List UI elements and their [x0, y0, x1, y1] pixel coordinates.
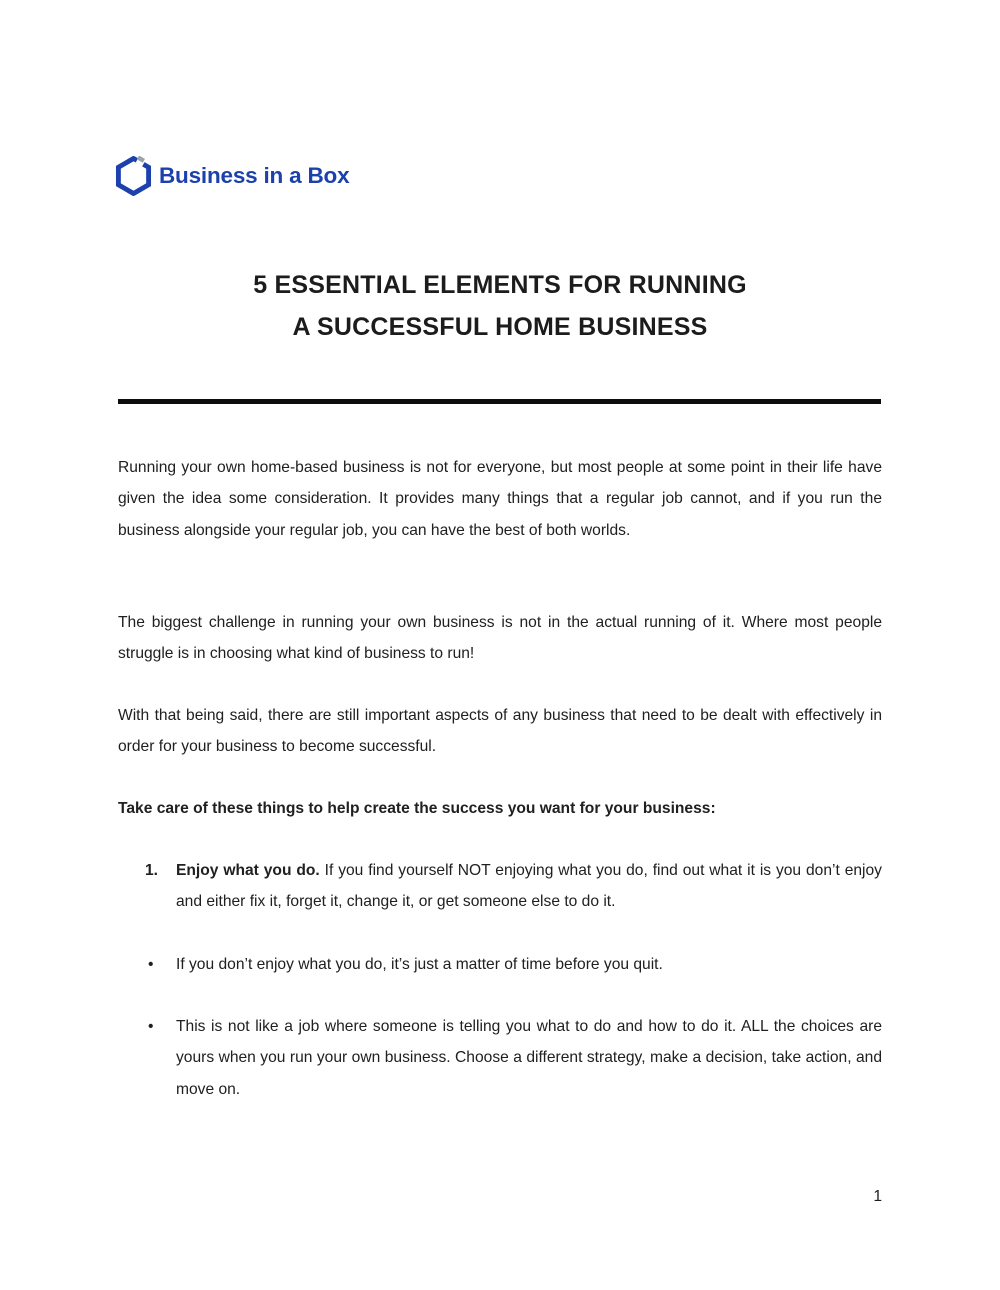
lead-in-heading: Take care of these things to help create the success you want for your business:: [118, 800, 716, 817]
numbered-item-marker: 1.: [145, 862, 159, 879]
hexagon-outline: [118, 158, 148, 193]
bullet-item-text: If you don’t enjoy what you do, it’s just a matter of time before you quit.: [176, 956, 663, 973]
document-title-line-2: A SUCCESSFUL HOME BUSINESS: [292, 313, 708, 341]
bullet-item-1: [145, 949, 882, 980]
bullet-marker: •: [148, 956, 154, 973]
numbered-item-lead: Enjoy what you do.: [176, 862, 320, 879]
paragraph-aspects: With that being said, there are still important aspects of any business that need to be dealt with effectively in order for your business to become successful.: [118, 707, 882, 756]
bullet-item-text: This is not like a job where someone is telling you what to do and how to do it. ALL the choices are yours when you run your own business. Choose a different strategy, make a decision, take action, and move on.: [176, 1018, 882, 1098]
logo-wordmark: Business in a Box: [159, 162, 350, 188]
title-divider-rule: [118, 399, 881, 404]
document-title: [118, 264, 882, 348]
hexagon-logo-icon: [115, 156, 152, 196]
page-number: 1: [873, 1188, 882, 1205]
numbered-item-text: [176, 855, 882, 918]
document-title-line-1: 5 ESSENTIAL ELEMENTS FOR RUNNING: [253, 271, 747, 299]
numbered-item-body: If you find yourself NOT enjoying what you do, find out what it is you don’t enjoy and either fix it, forget it, change it, or get someone else to do it.: [176, 862, 882, 911]
hexagon-gap-slash: [138, 157, 144, 160]
paragraph-intro: Running your own home-based business is not for everyone, but most people at some point in their life have given the idea some consideration. It provides many things that a regular job cannot, and if you run the business alongside your regular job, you can have the best of both worlds.: [118, 459, 882, 539]
paragraph-challenge: The biggest challenge in running your own business is not in the actual running of it. Where most people struggle is in choosing what kind of business to run!: [118, 614, 882, 663]
bullet-marker: •: [148, 1018, 154, 1035]
numbered-item-1: [145, 855, 882, 918]
business-in-a-box-logo: [115, 155, 349, 196]
bullet-item-2: [145, 1011, 882, 1105]
